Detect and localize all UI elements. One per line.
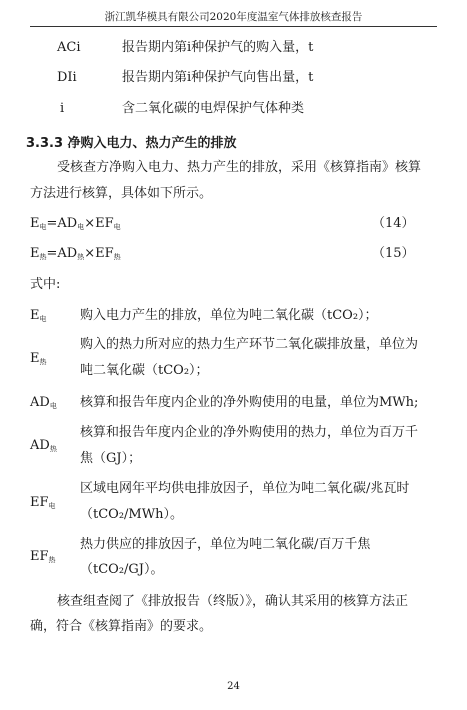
definition-text: 核算和报告年度内企业的净外购使用的电量，单位为MWh; <box>80 395 419 410</box>
var-description: 含二氧化碳的电焊保护气体种类 <box>122 101 305 116</box>
var-symbol: DIi <box>57 70 77 85</box>
definition-text: 热力供应的排放因子，单位为吨二氧化碳/百万千焦 <box>80 537 371 552</box>
conclusion-paragraph-line: 确，符合《核算指南》的要求。 <box>30 619 213 634</box>
intro-paragraph-line: 受核查方净购入电力、热力产生的排放，采用《核算指南》核算 <box>57 160 422 175</box>
definition-symbol: $EF_热$ <box>30 549 56 564</box>
definition-text: （tCO₂/GJ）。 <box>80 562 164 577</box>
section-heading <box>26 132 237 151</box>
definition-text: 焦（GJ）； <box>80 451 142 466</box>
section-title: 净购入电力、热力产生的排放 <box>67 136 237 151</box>
page-number: 24 <box>227 681 240 692</box>
formula-number: （14） <box>372 216 415 231</box>
var-description: 报告期内第i种保护气向售出量，t <box>122 70 314 85</box>
where-label: 式中: <box>30 277 61 292</box>
section-number: 3.3.3 <box>26 136 64 151</box>
definition-text: 购入电力产生的排放，单位为吨二氧化碳（tCO₂）； <box>80 308 378 323</box>
header-divider <box>30 26 437 27</box>
var-symbol: ACi <box>57 40 81 55</box>
var-symbol: i <box>60 101 65 116</box>
definition-symbol: $E_热$ <box>30 351 47 366</box>
definition-text: （tCO₂/MWh）。 <box>80 507 183 522</box>
definition-symbol: $EF_电$ <box>30 495 56 510</box>
var-description: 报告期内第i种保护气的购入量，t <box>122 40 314 55</box>
definition-text: 购入的热力所对应的热力生产环节二氧化碳排放量，单位为 <box>80 337 419 352</box>
formula-heat: $E_热=AD_热\times EF_热$ <box>30 246 121 261</box>
page-header-title: 浙江凯华模具有限公司2020年度温室气体排放核查报告 <box>104 11 363 23</box>
intro-paragraph-line: 方法进行核算，具体如下所示。 <box>30 186 213 201</box>
formula-number: （15） <box>372 246 415 261</box>
definition-symbol: $AD_热$ <box>30 438 57 453</box>
definition-symbol: $AD_电$ <box>30 395 57 410</box>
conclusion-paragraph-line: 核查组查阅了《排放报告（终版）》，确认其采用的核算方法正 <box>57 594 409 609</box>
definition-text: 吨二氧化碳（tCO₂）； <box>80 363 209 378</box>
definition-text: 核算和报告年度内企业的净外购使用的热力，单位为百万千 <box>80 425 419 440</box>
definition-symbol: $E_电$ <box>30 308 47 323</box>
formula-electricity: $E_电=AD_电\times EF_电$ <box>30 216 121 231</box>
definition-text: 区域电网年平均供电排放因子，单位为吨二氧化碳/兆瓦时 <box>80 481 410 496</box>
